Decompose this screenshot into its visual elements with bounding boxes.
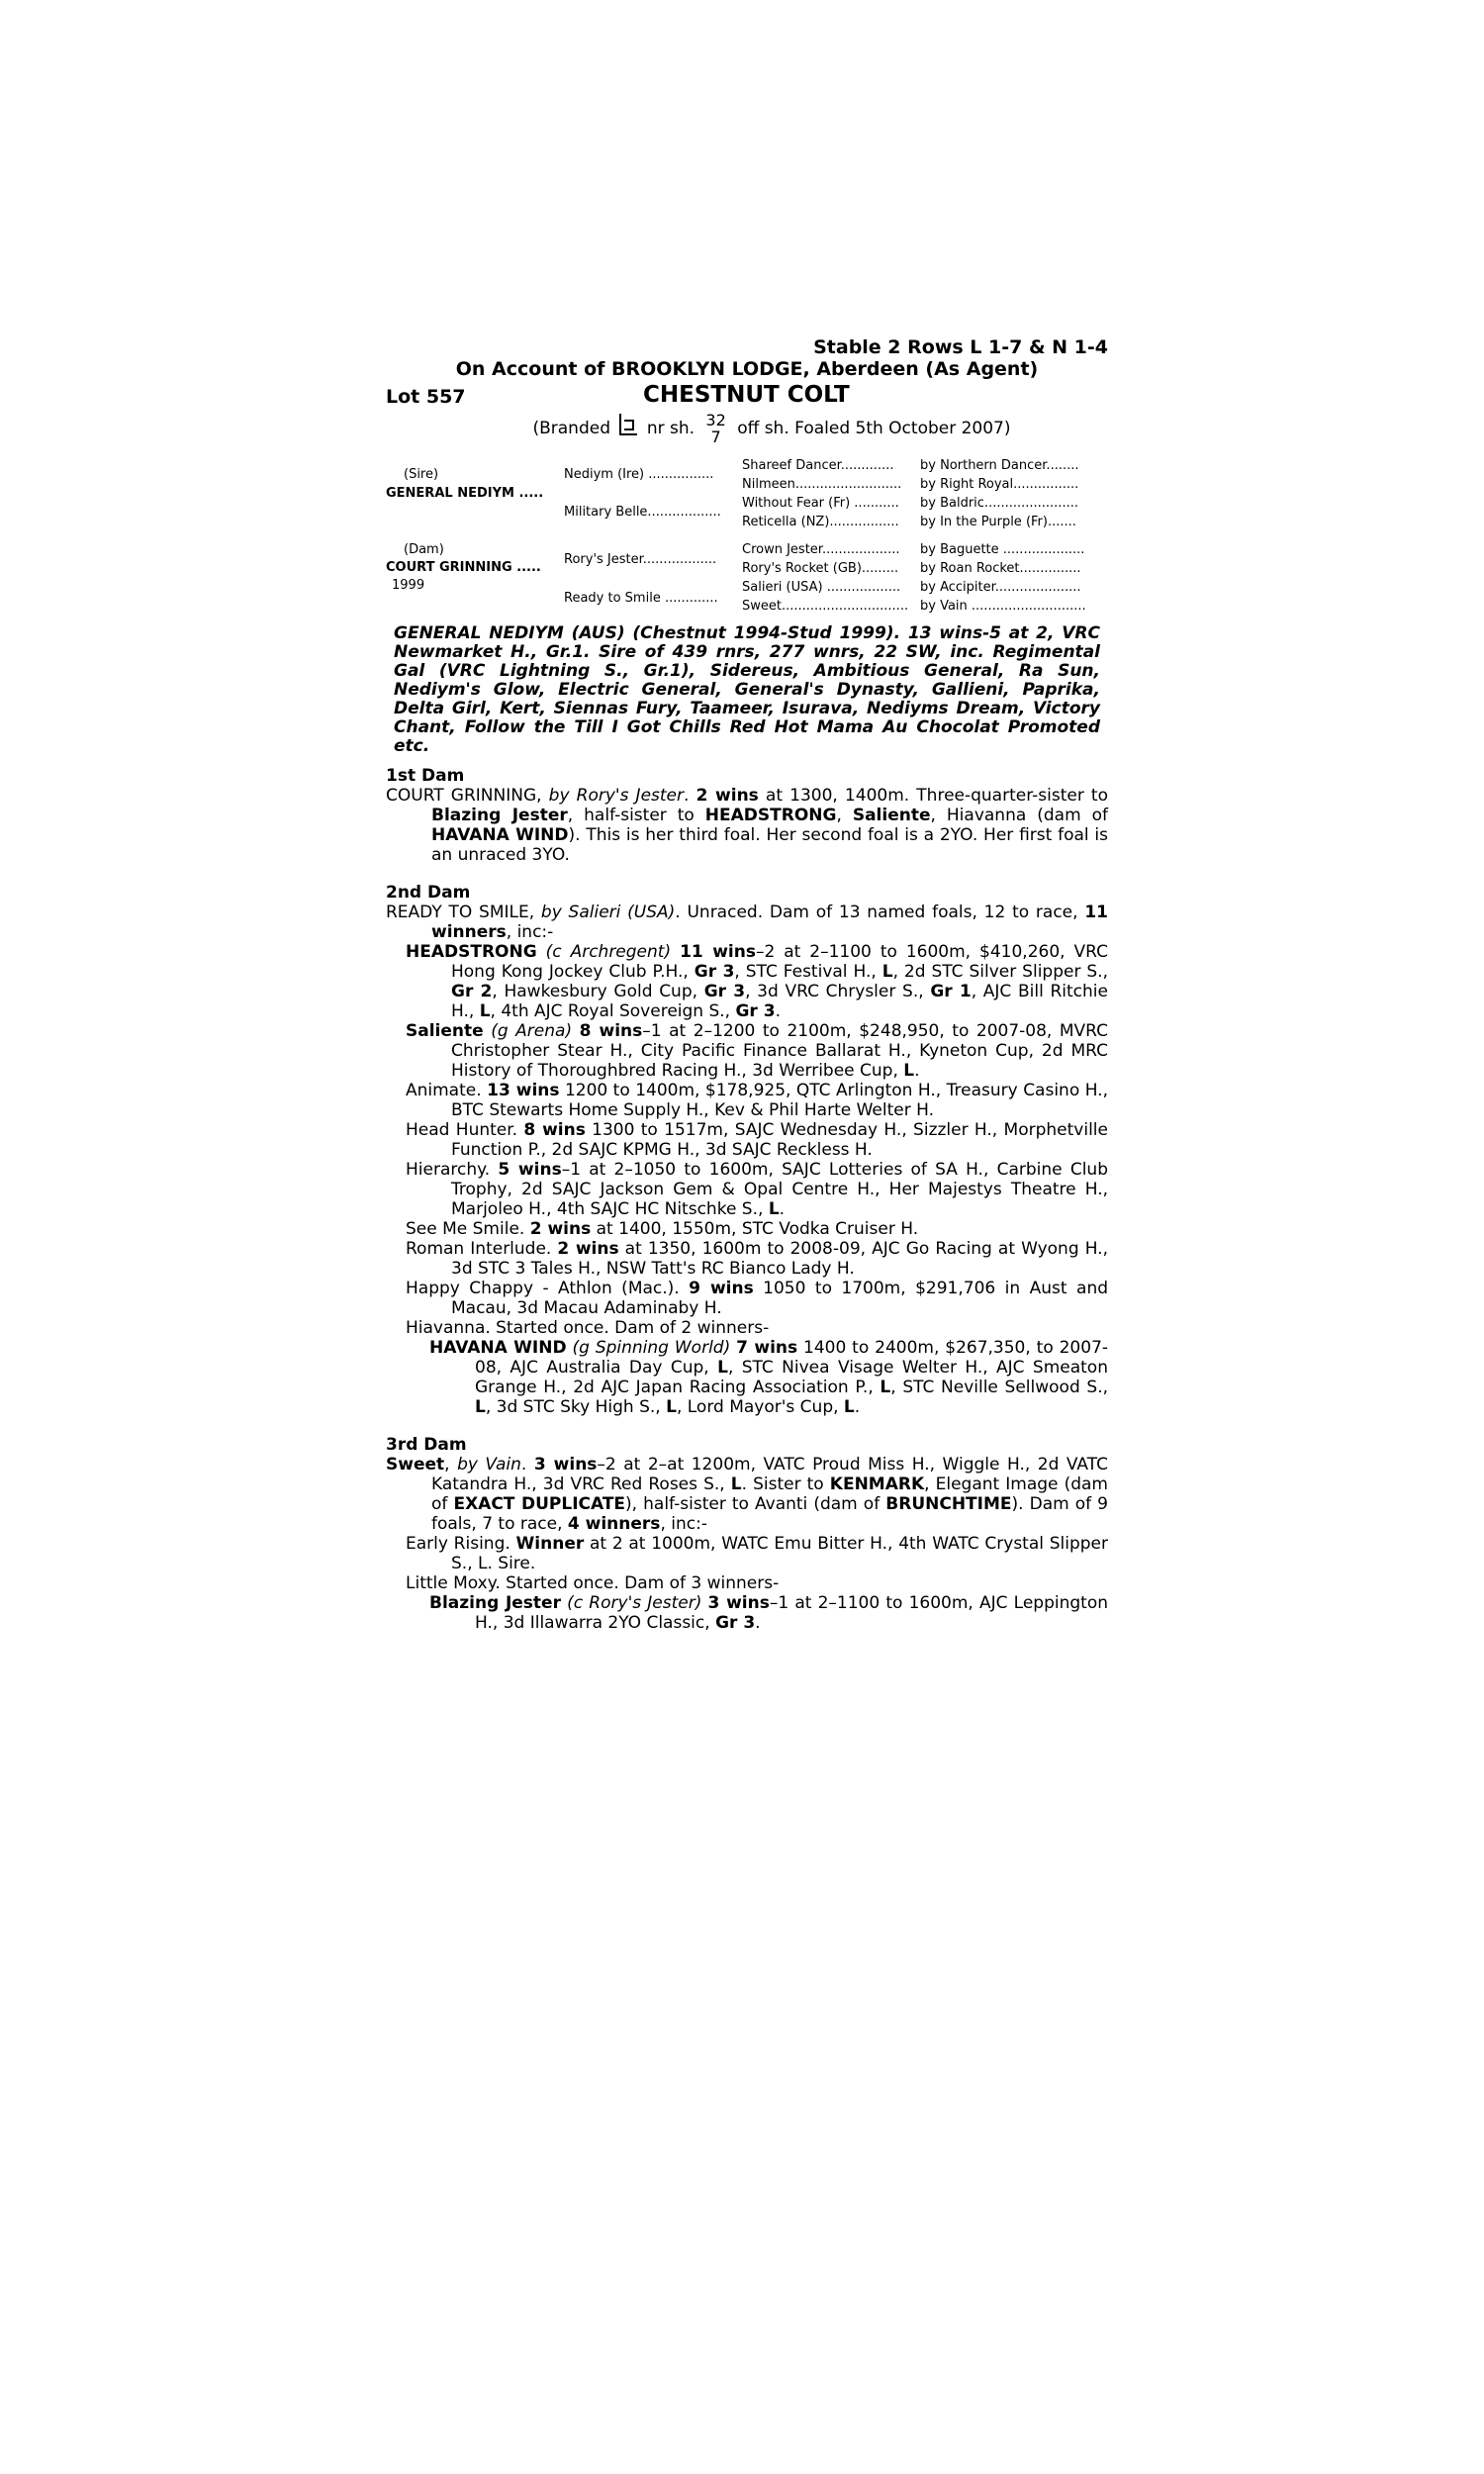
pedigree-g3: by Northern Dancer........ [920,458,1079,473]
text: by Rory's Jester [548,786,685,806]
text: 2 wins [529,1219,592,1239]
progeny-happy-chappy [386,1279,1108,1318]
progeny-hierarchy [386,1160,1108,1219]
progeny-blazing-jester [386,1593,1108,1633]
pedigree-g2: Nilmeen.......................... [742,477,902,492]
pedigree-g2: Without Fear (Fr) ........... [742,496,899,511]
text: Hierarchy. [406,1160,499,1180]
progeny-headstrong [386,942,1108,1021]
pedigree-g2: Crown Jester................... [742,542,900,557]
text: L [768,1199,780,1219]
text: Sweet [386,1455,445,1475]
pedigree-g1: Military Belle.................. [564,505,721,520]
text: –1 at 2–1100 to 1600m, AJC Leppington H., 3d Illawarra 2YO Classic, [475,1593,1109,1633]
text: . [854,1397,861,1417]
text: , 3d STC Sky High S., [485,1397,667,1417]
pedigree-g3: by In the Purple (Fr)....... [920,515,1076,529]
text: by Vain [457,1455,521,1475]
text: , [836,806,853,825]
pedigree-g1: Ready to Smile ............. [564,591,718,606]
text: –1 at 2–1200 to 2100m, $248,950, to 2007-08, MVRC Christopher Stear H., City Pacific Finance Ballarat H., Kyneton Cup, 2d MRC History of Thoroughbred Racing H., 3d Werribee Cup, [451,1021,1109,1081]
pedigree-g1: Nediym (Ire) ................ [564,467,714,482]
text: L [479,1001,491,1021]
sire-tag: (Sire) [404,467,439,482]
third-dam-text: Sweet, by Vain. 3 wins–2 at 2–at 1200m, VATC Proud Miss H., Wiggle H., 2d VATC Katandra H., 3d VRC Red Roses S., L. Sister to KENMARK, Elegant Image (dam of EXACT DUPLICATE), half-sister to Avanti (dam of BRUNCHTIME). Dam of 9 foals, 7 to race, 4 winners, inc:- [386,1455,1108,1534]
text: . [775,1001,781,1021]
dam-name: COURT GRINNING ..... [386,560,541,575]
brand-number-top: 32 [705,411,726,429]
text: Gr 2 [451,982,493,1001]
progeny-see-me-smile [386,1219,1108,1239]
dam-year: 1999 [392,578,425,593]
lot-title: CHESTNUT COLT [643,382,850,408]
second-dam-intro [386,903,1108,942]
first-dam-text [386,786,1108,865]
text: (g Spinning World) [572,1338,731,1358]
text: L [666,1397,677,1417]
progeny-roman-interlude [386,1239,1108,1279]
text: L [475,1397,486,1417]
branded-suffix: off sh. Foaled 5th October 2007) [737,419,1011,438]
text: 1050 to 1700m, $291,706 in Aust and Macau, 3d Macau Adaminaby H. [451,1279,1109,1318]
text: Happy Chappy - Athlon (Mac.). [406,1279,690,1298]
branded-nr: nr sh. [646,419,696,438]
text: . [755,1613,761,1633]
lot-header [386,384,1108,410]
text: , Lord Mayor's Cup, [676,1397,844,1417]
text: , half-sister to [567,806,705,825]
text: L [903,1061,915,1081]
progeny-hiavanna: Hiavanna. Started once. Dam of 2 winners- [406,1318,770,1338]
text: L [880,1378,891,1397]
first-dam-heading: 1st Dam [386,766,465,786]
text: (g Arena) [491,1021,573,1041]
pedigree-g3: by Accipiter..................... [920,580,1081,595]
text: , 3d VRC Chrysler S., [745,982,931,1001]
text: Gr 3 [735,1001,776,1021]
brand-number [705,412,725,445]
text: 11 wins [680,942,756,962]
pedigree-g3: by Baguette .................... [920,542,1085,557]
text: HEADSTRONG [406,942,537,962]
text: 3 wins [533,1455,598,1475]
text: , 2d STC Silver Slipper S., [892,962,1108,982]
text: , Hiavanna (dam of [930,806,1108,825]
pedigree-g2: Salieri (USA) .................. [742,580,901,595]
text: at 1350, 1600m to 2008-09, AJC Go Racing at Wyong H., 3d STC 3 Tales H., NSW Tatt's RC Bianco Lady H. [451,1239,1108,1279]
brand-line [435,410,1108,451]
second-dam-heading: 2nd Dam [386,883,471,903]
text: Animate. [406,1081,488,1100]
pedigree-g2: Rory's Rocket (GB)......... [742,561,899,576]
text: 7 wins [736,1338,798,1358]
text: HAVANA WIND [429,1338,567,1358]
text: HEADSTRONG [704,806,837,825]
text: . [914,1061,920,1081]
text: 8 wins [579,1021,643,1041]
text: L [730,1475,742,1494]
text: . Unraced. Dam of 13 named foals, 12 to race, [675,903,1085,922]
text: , inc:- [506,922,554,942]
vendor-account: On Account of BROOKLYN LODGE, Aberdeen (As Agent) [455,358,1039,380]
text: L [881,962,893,982]
third-dam-heading: 3rd Dam [386,1435,467,1455]
progeny-head-hunter [386,1120,1108,1160]
pedigree-g2: Reticella (NZ)................. [742,515,899,529]
text: See Me Smile. [406,1219,530,1239]
catalogue-page [386,336,1108,1633]
pedigree-g2: Shareef Dancer............. [742,458,894,473]
text: 11 winners [431,903,1108,942]
text: Blazing Jester [429,1593,561,1613]
pedigree-g3: by Right Royal................ [920,477,1079,492]
brand-mark-icon [619,414,637,435]
progeny-havana-wind [386,1338,1108,1417]
text: –2 at 2–1100 to 1600m, $410,260, VRC Hong Kong Jockey Club P.H., [451,942,1108,982]
text: Head Hunter. [406,1120,524,1140]
dam-tag: (Dam) [404,542,444,557]
text: 2 wins [696,786,759,806]
text: , 4th AJC Royal Sovereign S., [490,1001,736,1021]
pedigree-g3: by Roan Rocket............... [920,561,1081,576]
pedigree-g3: by Vain ............................ [920,599,1086,614]
text: 5 wins [498,1160,562,1180]
progeny-little-moxy: Little Moxy. Started once. Dam of 3 winners- [406,1573,780,1593]
text: . [779,1199,786,1219]
text: Roman Interlude. [406,1239,558,1259]
text: at 1300, 1400m. Three-quarter-sister to [758,786,1108,806]
text: at 1400, 1550m, STC Vodka Cruiser H. [591,1219,919,1239]
text: 9 wins [689,1279,754,1298]
text: Gr 3 [703,982,746,1001]
pedigree-table [386,453,1108,617]
text: ). Dam of 9 foals, 7 to race, [431,1494,1108,1534]
text: 1200 to 1400m, $178,925, QTC Arlington H., Treasury Casino H., BTC Stewarts Home Supply H., Kev & Phil Harte Welter H. [451,1081,1108,1120]
progeny-animate [386,1081,1108,1120]
brand-number-bottom: 7 [710,428,721,446]
text: ), half-sister to Avanti (dam of [625,1494,886,1514]
text: 1400 to 2400m, $267,350, to 2007-08, AJC Australia Day Cup, [475,1338,1109,1378]
text: KENMARK [829,1475,925,1494]
text: , Hawkesbury Gold Cup, [492,982,704,1001]
text: Gr 3 [715,1613,756,1633]
text: , Elegant Image (dam of [431,1475,1108,1514]
sire-name: GENERAL NEDIYM ..... [386,486,544,501]
text: Saliente [852,806,931,825]
text: , AJC Bill Ritchie H., [451,982,1108,1021]
progeny-early-rising [386,1534,1108,1573]
text: HAVANA WIND [431,825,569,845]
text: 1300 to 1517m, SAJC Wednesday H., Sizzler H., Morphetville Function P., 2d SAJC KPMG H., 3d SAJC Reckless H. [451,1120,1108,1160]
text: READY TO SMILE, [386,903,541,922]
pedigree-g2: Sweet............................... [742,599,909,614]
text: Blazing Jester [431,806,568,825]
sire-description: GENERAL NEDIYM (AUS) (Chestnut 1994-Stud 1999). 13 wins-5 at 2, VRC Newmarket H., Gr.1. Sire of 439 rnrs, 277 wnrs, 22 SW, inc. Regimental Gal (VRC Lightning S., Gr.1), Sidereus, Ambitious General, Ra Sun, Nediym's Glow, Electric General, General's Dynasty, Gallieni, Paprika, Delta Girl, Kert, Siennas Fury, Taameer, Isurava, Nediyms Dream, Victory Chant, Follow the Till I Got Chills Red Hot Mama Au Chocolat Promoted etc. [394,623,1100,756]
text: by Salieri (USA) [540,903,676,922]
text: (c Archregent) [545,942,672,962]
text: 8 wins [523,1120,586,1140]
pedigree-g1: Rory's Jester.................. [564,552,717,567]
stable-location: Stable 2 Rows L 1-7 & N 1-4 [813,336,1108,358]
lot-number: Lot 557 [386,386,466,408]
text: L [843,1397,855,1417]
progeny-saliente [386,1021,1108,1081]
text: BRUNCHTIME [885,1494,1012,1514]
text: 3 wins [707,1593,770,1613]
text: 4 winners [567,1514,661,1534]
text: , STC Nivea Visage Welter H., AJC Smeaton Grange H., 2d AJC Japan Racing Association P., [475,1358,1108,1397]
text: L [717,1358,728,1378]
text: (c Rory's Jester) [567,1593,702,1613]
text: , inc:- [660,1514,707,1534]
text: Gr 3 [694,962,735,982]
text: Winner [515,1534,585,1554]
pedigree-g3: by Baldric....................... [920,496,1078,511]
text: . [684,786,696,806]
text: , STC Neville Sellwood S., [890,1378,1108,1397]
text: –1 at 2–1050 to 1600m, SAJC Lotteries of SA H., Carbine Club Trophy, 2d SAJC Jackson Gem & Opal Centre H., Her Majestys Theatre H., Marjoleo H., 4th SAJC HC Nitschke S., [451,1160,1108,1219]
text: Early Rising. [406,1534,516,1554]
text: ). This is her third foal. Her second foal is a 2YO. Her first foal is an unraced 3YO. [431,825,1108,865]
text: COURT GRINNING, [386,786,549,806]
text: 13 wins [487,1081,560,1100]
text: EXACT DUPLICATE [453,1494,626,1514]
text: Gr 1 [930,982,972,1001]
text: at 2 at 1000m, WATC Emu Bitter H., 4th WATC Crystal Slipper S., L. Sire. [451,1534,1109,1573]
text: 2 wins [557,1239,619,1259]
text: Saliente [406,1021,484,1041]
branded-prefix: (Branded [532,419,610,438]
text: . Sister to [741,1475,830,1494]
text: –2 at 2–at 1200m, VATC Proud Miss H., Wiggle H., 2d VATC Katandra H., 3d VRC Red Roses S., [431,1455,1108,1494]
text: , STC Festival H., [734,962,882,982]
